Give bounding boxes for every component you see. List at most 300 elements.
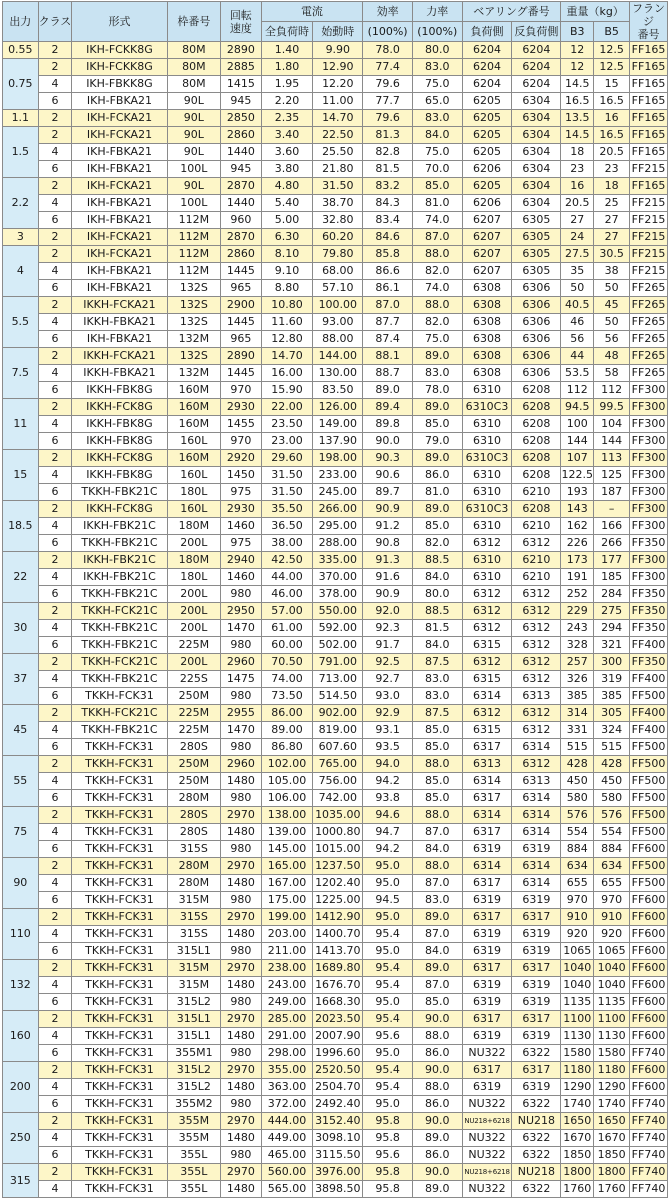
bearing-load-cell: 6310 — [462, 552, 512, 569]
bearing-opp-cell: 6306 — [512, 314, 561, 331]
output-cell: 30 — [3, 603, 39, 654]
output-cell: 18.5 — [3, 501, 39, 552]
speed-cell: 2970 — [221, 1164, 262, 1181]
current-start-cell: 57.10 — [313, 280, 363, 297]
class-cell: 2 — [38, 450, 72, 467]
flange-cell: FF265 — [630, 331, 668, 348]
power-factor-cell: 85.0 — [412, 790, 462, 807]
current-start-cell: 607.60 — [313, 739, 363, 756]
current-start-cell: 126.00 — [313, 399, 363, 416]
weight-b3-cell: 27.5 — [561, 246, 594, 263]
flange-cell: FF300 — [630, 399, 668, 416]
power-factor-cell: 83.0 — [412, 688, 462, 705]
current-start-cell: 1202.40 — [313, 875, 363, 892]
flange-cell: FF265 — [630, 365, 668, 382]
class-cell: 6 — [38, 212, 72, 229]
weight-b3-cell: 56 — [561, 331, 594, 348]
power-factor-cell: 74.0 — [412, 280, 462, 297]
power-factor-cell: 87.5 — [412, 654, 462, 671]
bearing-opp-cell: NU218 — [512, 1164, 561, 1181]
frame-cell: 315S — [167, 841, 220, 858]
efficiency-cell: 95.0 — [363, 875, 413, 892]
flange-cell: FF600 — [630, 1011, 668, 1028]
power-factor-cell: 78.0 — [412, 382, 462, 399]
power-factor-cell: 70.0 — [412, 161, 462, 178]
weight-b3-cell: 1670 — [561, 1130, 594, 1147]
weight-b3-cell: 326 — [561, 671, 594, 688]
bearing-opp-cell: 6312 — [512, 756, 561, 773]
class-cell: 6 — [38, 1096, 72, 1113]
speed-cell: 1480 — [221, 1181, 262, 1198]
power-factor-cell: 88.5 — [412, 603, 462, 620]
efficiency-cell: 86.6 — [363, 263, 413, 280]
weight-b5-cell: 99.5 — [594, 399, 630, 416]
power-factor-cell: 88.0 — [412, 246, 462, 263]
weight-b3-cell: 1800 — [561, 1164, 594, 1181]
bearing-load-cell: 6310C3 — [462, 399, 512, 416]
bearing-opp-cell: NU218 — [512, 1113, 561, 1130]
speed-cell: 1445 — [221, 365, 262, 382]
efficiency-cell: 95.4 — [363, 1062, 413, 1079]
speed-cell: 975 — [221, 535, 262, 552]
current-start-cell: 12.90 — [313, 59, 363, 76]
class-cell: 6 — [38, 943, 72, 960]
current-full-cell: 38.00 — [261, 535, 313, 552]
weight-b5-cell: 428 — [594, 756, 630, 773]
table-row — [3, 960, 668, 977]
table-row — [3, 365, 668, 382]
class-cell: 4 — [38, 1079, 72, 1096]
weight-b3-cell: 193 — [561, 484, 594, 501]
bearing-load-cell: 6314 — [462, 688, 512, 705]
weight-b3-cell: 576 — [561, 807, 594, 824]
table-row — [3, 348, 668, 365]
speed-cell: 970 — [221, 433, 262, 450]
power-factor-cell: 88.0 — [412, 1028, 462, 1045]
weight-b5-cell: 38 — [594, 263, 630, 280]
bearing-opp-cell: 6210 — [512, 484, 561, 501]
weight-b5-cell: 185 — [594, 569, 630, 586]
power-factor-cell: 89.0 — [412, 1181, 462, 1198]
weight-b5-cell: 30.5 — [594, 246, 630, 263]
weight-b3-cell: 14.5 — [561, 76, 594, 93]
weight-b3-cell: 20.5 — [561, 195, 594, 212]
efficiency-cell: 89.8 — [363, 416, 413, 433]
current-full-cell: 106.00 — [261, 790, 313, 807]
bearing-opp-cell: 6314 — [512, 790, 561, 807]
header-efficiency: 効率 — [363, 2, 413, 22]
current-full-cell: 11.60 — [261, 314, 313, 331]
current-full-cell: 355.00 — [261, 1062, 313, 1079]
class-cell: 6 — [38, 637, 72, 654]
current-start-cell: 3115.50 — [313, 1147, 363, 1164]
bearing-load-cell: NU322 — [462, 1096, 512, 1113]
speed-cell: 2890 — [221, 42, 262, 59]
bearing-opp-cell: 6312 — [512, 603, 561, 620]
speed-cell: 2860 — [221, 127, 262, 144]
efficiency-cell: 95.4 — [363, 926, 413, 943]
current-full-cell: 89.00 — [261, 722, 313, 739]
frame-cell: 315L2 — [167, 1062, 220, 1079]
frame-cell: 355M1 — [167, 1045, 220, 1062]
bearing-load-cell: 6314 — [462, 858, 512, 875]
model-cell: TKKH-FCK31 — [72, 994, 167, 1011]
frame-cell: 315L1 — [167, 1028, 220, 1045]
flange-cell: FF500 — [630, 875, 668, 892]
table-row — [3, 994, 668, 1011]
current-full-cell: 8.80 — [261, 280, 313, 297]
weight-b3-cell: 226 — [561, 535, 594, 552]
current-full-cell: 16.00 — [261, 365, 313, 382]
frame-cell: 90L — [167, 144, 220, 161]
class-cell: 2 — [38, 42, 72, 59]
model-cell: IKH-FCKA21 — [72, 246, 167, 263]
power-factor-cell: 90.0 — [412, 1113, 462, 1130]
power-factor-cell: 87.0 — [412, 229, 462, 246]
bearing-opp-cell: 6317 — [512, 1011, 561, 1028]
weight-b3-cell: 112 — [561, 382, 594, 399]
power-factor-cell: 86.0 — [412, 1147, 462, 1164]
bearing-opp-cell: 6304 — [512, 195, 561, 212]
table-row — [3, 1045, 668, 1062]
speed-cell: 2885 — [221, 59, 262, 76]
header-power-factor: 力率 — [412, 2, 462, 22]
current-full-cell: 10.80 — [261, 297, 313, 314]
header-flange: フランジ 番号 — [630, 2, 668, 42]
table-row — [3, 1079, 668, 1096]
bearing-load-cell: 6207 — [462, 229, 512, 246]
current-full-cell: 74.00 — [261, 671, 313, 688]
table-row — [3, 416, 668, 433]
bearing-load-cell: 6205 — [462, 110, 512, 127]
frame-cell: 80M — [167, 59, 220, 76]
table-row — [3, 943, 668, 960]
flange-cell: FF350 — [630, 620, 668, 637]
table-row — [3, 756, 668, 773]
header-current-full: 全負荷時 — [261, 22, 313, 42]
current-full-cell: 203.00 — [261, 926, 313, 943]
speed-cell: 2920 — [221, 450, 262, 467]
power-factor-cell: 84.0 — [412, 841, 462, 858]
frame-cell: 315S — [167, 926, 220, 943]
current-start-cell: 3098.10 — [313, 1130, 363, 1147]
bearing-load-cell: 6310 — [462, 467, 512, 484]
bearing-opp-cell: 6312 — [512, 705, 561, 722]
table-row — [3, 875, 668, 892]
weight-b5-cell: 554 — [594, 824, 630, 841]
efficiency-cell: 81.3 — [363, 127, 413, 144]
class-cell: 2 — [38, 229, 72, 246]
efficiency-cell: 90.0 — [363, 433, 413, 450]
current-start-cell: 2023.50 — [313, 1011, 363, 1028]
efficiency-cell: 94.0 — [363, 756, 413, 773]
bearing-opp-cell: 6210 — [512, 518, 561, 535]
current-full-cell: 238.00 — [261, 960, 313, 977]
bearing-opp-cell: 6322 — [512, 1096, 561, 1113]
current-start-cell: 765.00 — [313, 756, 363, 773]
current-full-cell: 211.00 — [261, 943, 313, 960]
power-factor-cell: 89.0 — [412, 399, 462, 416]
power-factor-cell: 88.0 — [412, 858, 462, 875]
power-factor-cell: 83.0 — [412, 671, 462, 688]
weight-b3-cell: 100 — [561, 416, 594, 433]
bearing-opp-cell: 6208 — [512, 501, 561, 518]
weight-b5-cell: 920 — [594, 926, 630, 943]
current-start-cell: 11.00 — [313, 93, 363, 110]
current-start-cell: 1000.80 — [313, 824, 363, 841]
flange-cell: FF300 — [630, 569, 668, 586]
bearing-load-cell: 6317 — [462, 909, 512, 926]
efficiency-cell: 77.7 — [363, 93, 413, 110]
model-cell: IKH-FCKA21 — [72, 229, 167, 246]
flange-cell: FF500 — [630, 790, 668, 807]
header-bearing-load: 負荷側 — [462, 22, 512, 42]
weight-b3-cell: 23 — [561, 161, 594, 178]
bearing-opp-cell: 6306 — [512, 297, 561, 314]
frame-cell: 200L — [167, 535, 220, 552]
speed-cell: 2940 — [221, 552, 262, 569]
flange-cell: FF350 — [630, 535, 668, 552]
current-full-cell: 29.60 — [261, 450, 313, 467]
frame-cell: 355L — [167, 1147, 220, 1164]
efficiency-cell: 95.6 — [363, 1028, 413, 1045]
table-row — [3, 433, 668, 450]
class-cell: 6 — [38, 280, 72, 297]
frame-cell: 132S — [167, 348, 220, 365]
bearing-load-cell: 6310 — [462, 433, 512, 450]
weight-b5-cell: 1740 — [594, 1096, 630, 1113]
efficiency-cell: 83.4 — [363, 212, 413, 229]
speed-cell: 965 — [221, 331, 262, 348]
current-full-cell: 8.10 — [261, 246, 313, 263]
current-full-cell: 57.00 — [261, 603, 313, 620]
table-row — [3, 42, 668, 59]
model-cell: IKH-FBKA21 — [72, 195, 167, 212]
speed-cell: 945 — [221, 161, 262, 178]
weight-b3-cell: 1180 — [561, 1062, 594, 1079]
table-row — [3, 569, 668, 586]
header-class: クラス — [38, 2, 72, 42]
flange-cell: FF265 — [630, 280, 668, 297]
speed-cell: 2950 — [221, 603, 262, 620]
weight-b3-cell: 920 — [561, 926, 594, 943]
power-factor-cell: 87.0 — [412, 926, 462, 943]
flange-cell: FF265 — [630, 297, 668, 314]
efficiency-cell: 95.8 — [363, 1164, 413, 1181]
table-row — [3, 450, 668, 467]
weight-b3-cell: 1760 — [561, 1181, 594, 1198]
weight-b5-cell: 16 — [594, 110, 630, 127]
weight-b5-cell: 166 — [594, 518, 630, 535]
current-full-cell: 2.20 — [261, 93, 313, 110]
bearing-opp-cell: 6305 — [512, 246, 561, 263]
speed-cell: 1455 — [221, 416, 262, 433]
table-row — [3, 926, 668, 943]
table-row — [3, 722, 668, 739]
class-cell: 4 — [38, 365, 72, 382]
flange-cell: FF600 — [630, 892, 668, 909]
current-full-cell: 4.80 — [261, 178, 313, 195]
frame-cell: 200L — [167, 654, 220, 671]
frame-cell: 315M — [167, 892, 220, 909]
bearing-opp-cell: 6210 — [512, 552, 561, 569]
bearing-load-cell: 6308 — [462, 348, 512, 365]
weight-b3-cell: 1740 — [561, 1096, 594, 1113]
class-cell: 4 — [38, 518, 72, 535]
table-row — [3, 467, 668, 484]
efficiency-cell: 91.6 — [363, 569, 413, 586]
current-start-cell: 38.70 — [313, 195, 363, 212]
class-cell: 6 — [38, 484, 72, 501]
flange-cell: FF400 — [630, 671, 668, 688]
speed-cell: 980 — [221, 1096, 262, 1113]
bearing-opp-cell: 6313 — [512, 773, 561, 790]
power-factor-cell: 87.5 — [412, 705, 462, 722]
table-row — [3, 484, 668, 501]
weight-b3-cell: 16 — [561, 178, 594, 195]
frame-cell: 225M — [167, 637, 220, 654]
flange-cell: FF265 — [630, 314, 668, 331]
speed-cell: 980 — [221, 892, 262, 909]
bearing-load-cell: 6308 — [462, 297, 512, 314]
bearing-load-cell: NU322 — [462, 1181, 512, 1198]
bearing-opp-cell: 6319 — [512, 977, 561, 994]
bearing-opp-cell: 6312 — [512, 637, 561, 654]
class-cell: 4 — [38, 416, 72, 433]
bearing-load-cell: 6310C3 — [462, 450, 512, 467]
frame-cell: 355L — [167, 1164, 220, 1181]
class-cell: 4 — [38, 722, 72, 739]
bearing-opp-cell: 6305 — [512, 229, 561, 246]
speed-cell: 1460 — [221, 569, 262, 586]
class-cell: 2 — [38, 297, 72, 314]
current-start-cell: 144.00 — [313, 348, 363, 365]
table-header — [3, 2, 668, 42]
current-start-cell: 198.00 — [313, 450, 363, 467]
bearing-opp-cell: 6313 — [512, 688, 561, 705]
bearing-load-cell: 6310 — [462, 416, 512, 433]
speed-cell: 1480 — [221, 977, 262, 994]
model-cell: TKKH-FCK31 — [72, 1181, 167, 1198]
weight-b5-cell: 910 — [594, 909, 630, 926]
frame-cell: 112M — [167, 212, 220, 229]
weight-b5-cell: 324 — [594, 722, 630, 739]
weight-b5-cell: 1760 — [594, 1181, 630, 1198]
power-factor-cell: 75.0 — [412, 76, 462, 93]
weight-b5-cell: 1290 — [594, 1079, 630, 1096]
weight-b3-cell: 1130 — [561, 1028, 594, 1045]
class-cell: 6 — [38, 1045, 72, 1062]
header-bearing: ベアリング番号 — [462, 2, 561, 22]
weight-b3-cell: 1650 — [561, 1113, 594, 1130]
frame-cell: 315S — [167, 909, 220, 926]
weight-b3-cell: 40.5 — [561, 297, 594, 314]
flange-cell: FF740 — [630, 1096, 668, 1113]
current-start-cell: 21.80 — [313, 161, 363, 178]
bearing-load-cell: NU322 — [462, 1147, 512, 1164]
frame-cell: 225M — [167, 722, 220, 739]
frame-cell: 90L — [167, 93, 220, 110]
speed-cell: 1480 — [221, 1079, 262, 1096]
current-full-cell: 61.00 — [261, 620, 313, 637]
power-factor-cell: 85.0 — [412, 178, 462, 195]
table-row — [3, 858, 668, 875]
class-cell: 2 — [38, 110, 72, 127]
bearing-load-cell: 6317 — [462, 1062, 512, 1079]
model-cell: TKKH-FCK31 — [72, 739, 167, 756]
bearing-opp-cell: 6208 — [512, 382, 561, 399]
weight-b5-cell: 125 — [594, 467, 630, 484]
efficiency-cell: 89.7 — [363, 484, 413, 501]
current-start-cell: 60.20 — [313, 229, 363, 246]
bearing-opp-cell: 6306 — [512, 331, 561, 348]
bearing-load-cell: 6315 — [462, 722, 512, 739]
flange-cell: FF740 — [630, 1164, 668, 1181]
efficiency-cell: 90.3 — [363, 450, 413, 467]
current-full-cell: 15.90 — [261, 382, 313, 399]
speed-cell: 1480 — [221, 926, 262, 943]
current-full-cell: 22.00 — [261, 399, 313, 416]
speed-cell: 980 — [221, 739, 262, 756]
current-start-cell: 1668.30 — [313, 994, 363, 1011]
bearing-load-cell: 6205 — [462, 93, 512, 110]
table-row — [3, 229, 668, 246]
efficiency-cell: 92.0 — [363, 603, 413, 620]
current-full-cell: 86.00 — [261, 705, 313, 722]
class-cell: 6 — [38, 331, 72, 348]
weight-b3-cell: 1580 — [561, 1045, 594, 1062]
efficiency-cell: 91.3 — [363, 552, 413, 569]
weight-b5-cell: 1850 — [594, 1147, 630, 1164]
weight-b5-cell: 15 — [594, 76, 630, 93]
model-cell: TKKH-FCK31 — [72, 1079, 167, 1096]
flange-cell: FF600 — [630, 1062, 668, 1079]
model-cell: TKKH-FCK31 — [72, 824, 167, 841]
flange-cell: FF740 — [630, 1147, 668, 1164]
weight-b5-cell: 305 — [594, 705, 630, 722]
class-cell: 4 — [38, 1130, 72, 1147]
weight-b5-cell: 319 — [594, 671, 630, 688]
class-cell: 2 — [38, 1164, 72, 1181]
speed-cell: 980 — [221, 1045, 262, 1062]
speed-cell: 980 — [221, 790, 262, 807]
efficiency-cell: 90.9 — [363, 586, 413, 603]
class-cell: 2 — [38, 654, 72, 671]
current-full-cell: 1.95 — [261, 76, 313, 93]
speed-cell: 980 — [221, 841, 262, 858]
efficiency-cell: 94.7 — [363, 824, 413, 841]
bearing-load-cell: 6310 — [462, 569, 512, 586]
model-cell: TKKH-FCK21C — [72, 705, 167, 722]
output-cell: 110 — [3, 909, 39, 960]
current-start-cell: 1237.50 — [313, 858, 363, 875]
bearing-load-cell: NU218+6218 — [462, 1164, 512, 1181]
frame-cell: 315L2 — [167, 1079, 220, 1096]
header-weight-b3: B3 — [561, 22, 594, 42]
header-weight: 重量（kg） — [561, 2, 630, 22]
bearing-opp-cell: 6304 — [512, 161, 561, 178]
model-cell: TKKH-FCK31 — [72, 790, 167, 807]
output-cell: 4 — [3, 246, 39, 297]
power-factor-cell: 88.0 — [412, 297, 462, 314]
weight-b3-cell: 1040 — [561, 960, 594, 977]
class-cell: 4 — [38, 671, 72, 688]
bearing-opp-cell: 6319 — [512, 994, 561, 1011]
current-start-cell: 713.00 — [313, 671, 363, 688]
bearing-opp-cell: 6319 — [512, 1079, 561, 1096]
model-cell: TKKH-FCK31 — [72, 1096, 167, 1113]
weight-b5-cell: 144 — [594, 433, 630, 450]
